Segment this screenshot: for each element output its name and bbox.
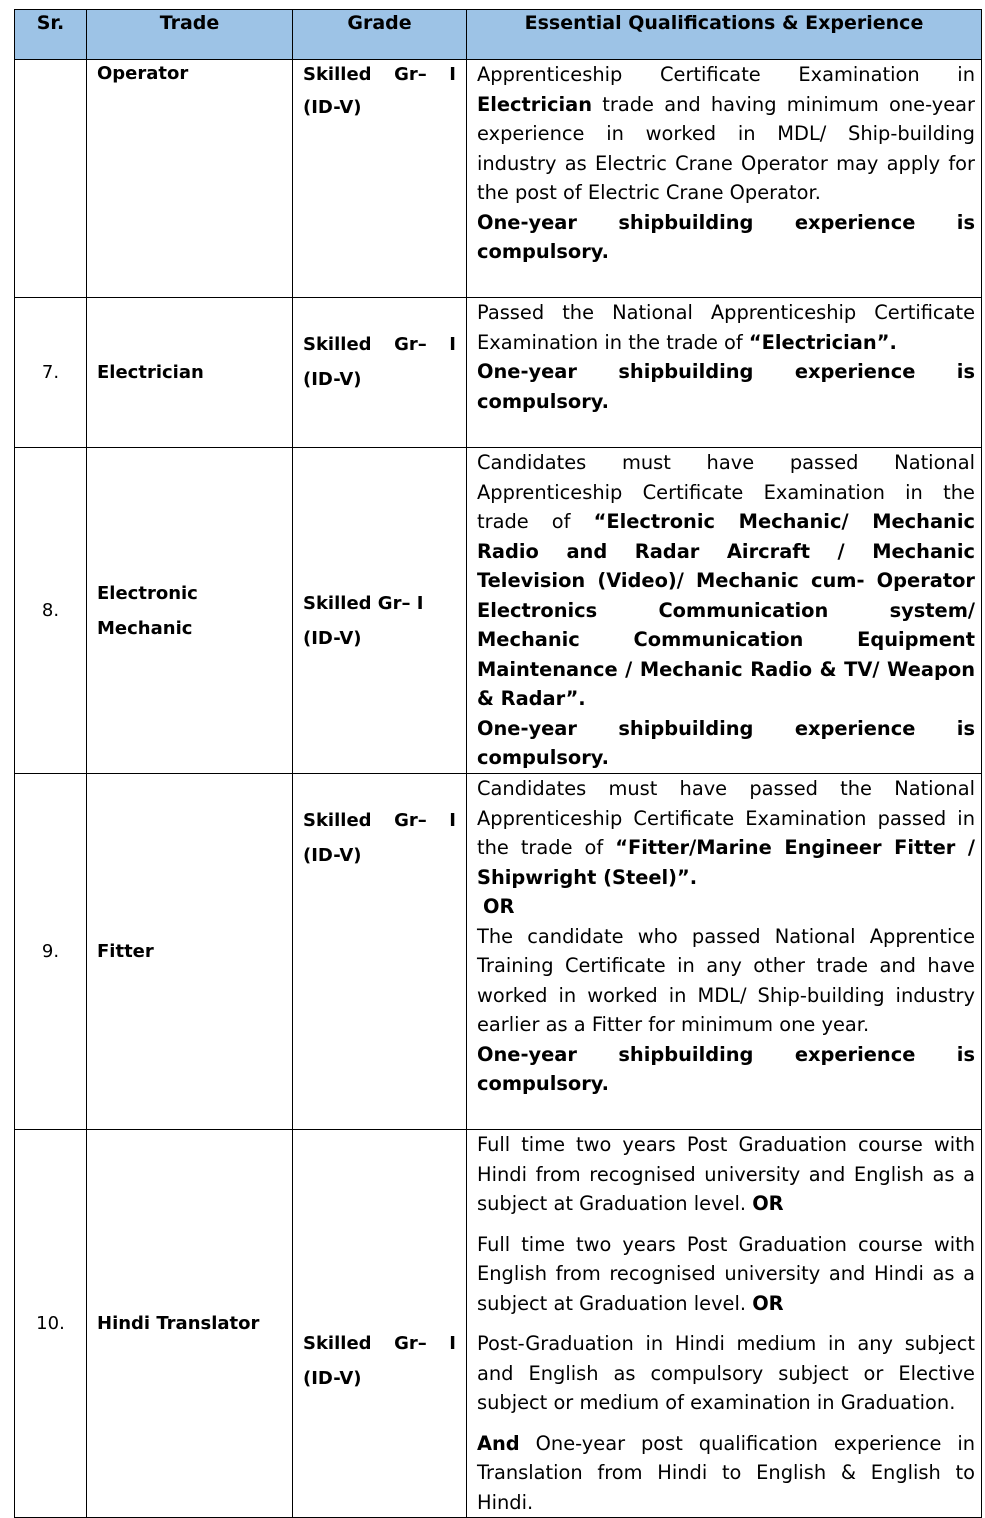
qualification-text-start: Candidates must have passed National Apprenticeship Certificate Examination in the trade of <box>477 451 975 533</box>
experience-note: One-year shipbuilding experience is <box>477 716 975 740</box>
qualification-alternative: The candidate who passed National Apprentice Training Certificate in any other trade and have worked in worked in MDL/ Ship-building industry earlier as a Fitter for minimum one year. <box>477 924 975 1036</box>
qualification-text <box>477 448 975 714</box>
experience-note-end: compulsory. <box>477 746 610 769</box>
header-grade: Grade <box>293 10 467 60</box>
trade-emphasis: “Fitter/Marine Engineer Fitter / Shipwright (Steel)”. <box>477 836 976 889</box>
qualification-option-text: Full time two years Post Graduation course with Hindi from recognised university and English as a subject at Graduation level. <box>477 1133 975 1215</box>
grade-code: (ID-V) <box>303 1368 362 1389</box>
and-conjunction: And <box>477 1431 520 1455</box>
qualification-text <box>477 90 975 208</box>
header-qualifications: Essential Qualifications & Experience <box>467 10 982 60</box>
grade-level: Skilled Gr– I <box>303 1333 456 1354</box>
table-row-operator <box>15 60 982 298</box>
header-trade: Trade <box>87 10 293 60</box>
qualification-cell <box>467 774 982 1130</box>
qualification-text <box>477 298 975 357</box>
experience-note-end: compulsory. <box>477 1072 610 1095</box>
grade-level: Skilled Gr– I <box>303 64 456 85</box>
qualification-text-start: Passed the National Apprenticeship Certificate Examination in the trade of <box>477 301 975 354</box>
table-row-hindi-translator <box>15 1130 982 1518</box>
qualifications-document <box>14 9 981 1518</box>
qualification-text-rest: trade and having minimum one-year experience in worked in MDL/ Ship-building industry as Electric Crane Operator may apply for the post of Electric Crane Operator. <box>477 92 975 204</box>
qualifications-table <box>14 9 982 1518</box>
qualification-option-1 <box>477 1130 975 1219</box>
grade-cell <box>293 1130 467 1518</box>
qualification-cell <box>467 60 982 298</box>
qualification-cell <box>467 448 982 774</box>
or-separator: OR <box>752 1291 784 1315</box>
trade-cell <box>87 448 293 774</box>
experience-note-end: compulsory. <box>477 389 610 413</box>
trade-cell: Operator <box>87 60 293 298</box>
grade-cell <box>293 774 467 1130</box>
qualification-text-start: Candidates must have passed the National Apprenticeship Certificate Examination passed in the trade of <box>477 777 975 859</box>
trade-cell: Hindi Translator <box>87 1130 293 1518</box>
qualification-text <box>477 774 975 892</box>
trade-cell: Electrician <box>87 298 293 448</box>
experience-note: One-year shipbuilding experience is <box>477 210 975 234</box>
grade-cell <box>293 448 467 774</box>
table-header-row <box>15 10 982 60</box>
header-sr: Sr. <box>15 10 87 60</box>
grade-cell <box>293 60 467 298</box>
experience-requirement <box>477 1429 975 1518</box>
qualification-option-2 <box>477 1230 975 1319</box>
table-row-electrician <box>15 298 982 448</box>
grade-level: Skilled Gr– I <box>303 592 424 614</box>
grade-level: Skilled Gr– I <box>303 810 456 831</box>
grade-code: (ID-V) <box>303 845 362 866</box>
qualification-option-text: Full time two years Post Graduation course with English from recognised university and Hindi as a subject at Graduation level. <box>477 1232 975 1315</box>
experience-note-end: compulsory. <box>477 240 610 263</box>
qualification-option-3: Post-Graduation in Hindi medium in any subject and English as compulsory subject or Elective subject or medium of examination in Graduation. <box>477 1332 975 1414</box>
table-row-fitter <box>15 774 982 1130</box>
trade-emphasis: “Electrician”. <box>748 330 897 354</box>
qualification-cell <box>467 1130 982 1518</box>
trade-list-emphasis: “Electronic Mechanic/ Mechanic Radio and Radar Aircraft / Mechanic Television (Video)/ Mechanic cum- Operator Electronics Communication system/ Mechanic Communication Equipment Maintenance / Mechanic Radio & TV/ Weapon & Radar”. <box>477 510 975 710</box>
grade-code: (ID-V) <box>303 627 362 649</box>
or-separator: OR <box>752 1192 784 1215</box>
experience-note: One-year shipbuilding experience is <box>477 360 975 383</box>
grade-level: Skilled Gr– I <box>303 334 456 355</box>
sr-cell: 8. <box>15 448 87 774</box>
trade-emphasis: Electrician <box>477 92 593 116</box>
trade-cell: Fitter <box>87 774 293 1130</box>
sr-cell: 9. <box>15 774 87 1130</box>
table-row-electronic-mechanic <box>15 448 982 774</box>
sr-cell: 7. <box>15 298 87 448</box>
grade-cell <box>293 298 467 448</box>
grade-code: (ID-V) <box>303 97 362 118</box>
trade-name-line: Mechanic <box>97 617 193 639</box>
qualification-text-line: Apprenticeship Certificate Examination in <box>477 63 975 86</box>
grade-code: (ID-V) <box>303 369 362 390</box>
qualification-cell <box>467 298 982 448</box>
experience-note: One-year shipbuilding experience is <box>477 1042 975 1066</box>
or-separator: OR <box>483 895 515 918</box>
sr-cell <box>15 60 87 298</box>
sr-cell: 10. <box>15 1130 87 1518</box>
trade-name-line: Electronic <box>97 582 198 604</box>
experience-requirement-text: One-year post qualification experience in Translation from Hindi to English & English to Hindi. <box>477 1431 975 1514</box>
